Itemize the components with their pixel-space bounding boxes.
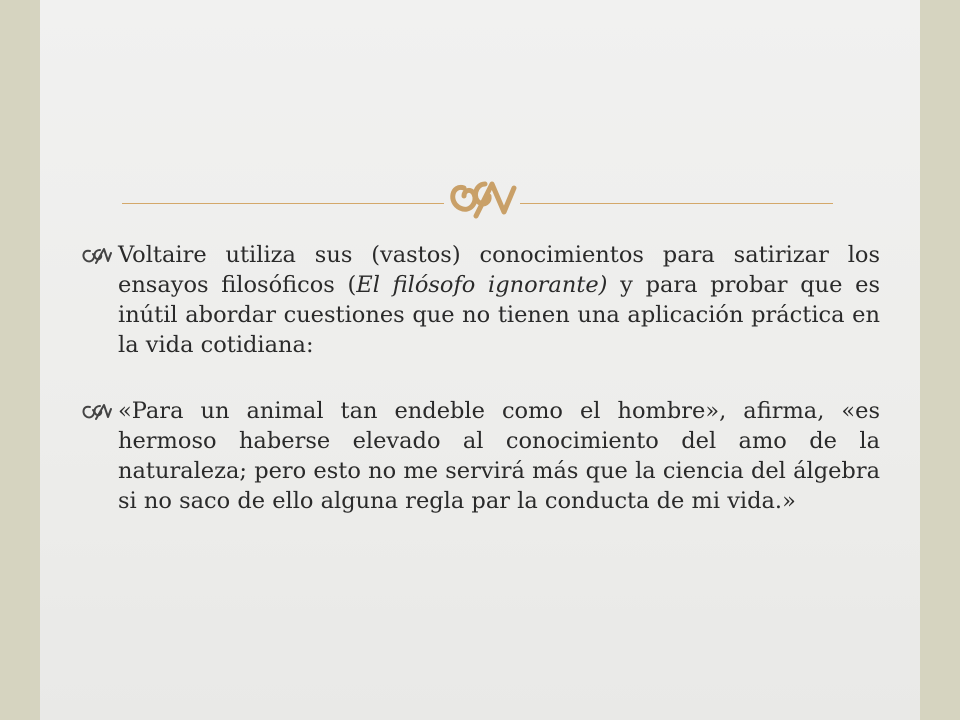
header-rule-left	[122, 203, 444, 204]
bullet-text-italic-title: El filósofo ignorante)	[356, 272, 608, 298]
double-curl-ornament-icon	[444, 172, 520, 232]
bullet-text-quote: «Para un animal tan endeble como el hombre», afirma, «es hermoso haberse elevado al conocimiento del amo de la naturaleza; pero esto no me servirá más que la ciencia del álgebra si no saco de ello alguna regla par la conducta de mi vida.»	[118, 398, 880, 514]
header-rule-right	[520, 203, 833, 204]
double-curl-bullet-icon	[80, 247, 112, 265]
bullet-text-start: Voltaire utiliza sus (vastos) conocimientos para satirizar los ensayos filosóficos (	[118, 242, 880, 298]
bullet-list	[80, 240, 880, 552]
bullet-text-end: y para probar que es inútil abordar cuestiones que no tienen una aplicación práctica en la vida cotidiana:	[118, 272, 881, 358]
double-curl-bullet-icon	[80, 403, 112, 421]
bullet-item-quote	[80, 396, 880, 516]
bullet-item-voltaire	[80, 240, 880, 360]
